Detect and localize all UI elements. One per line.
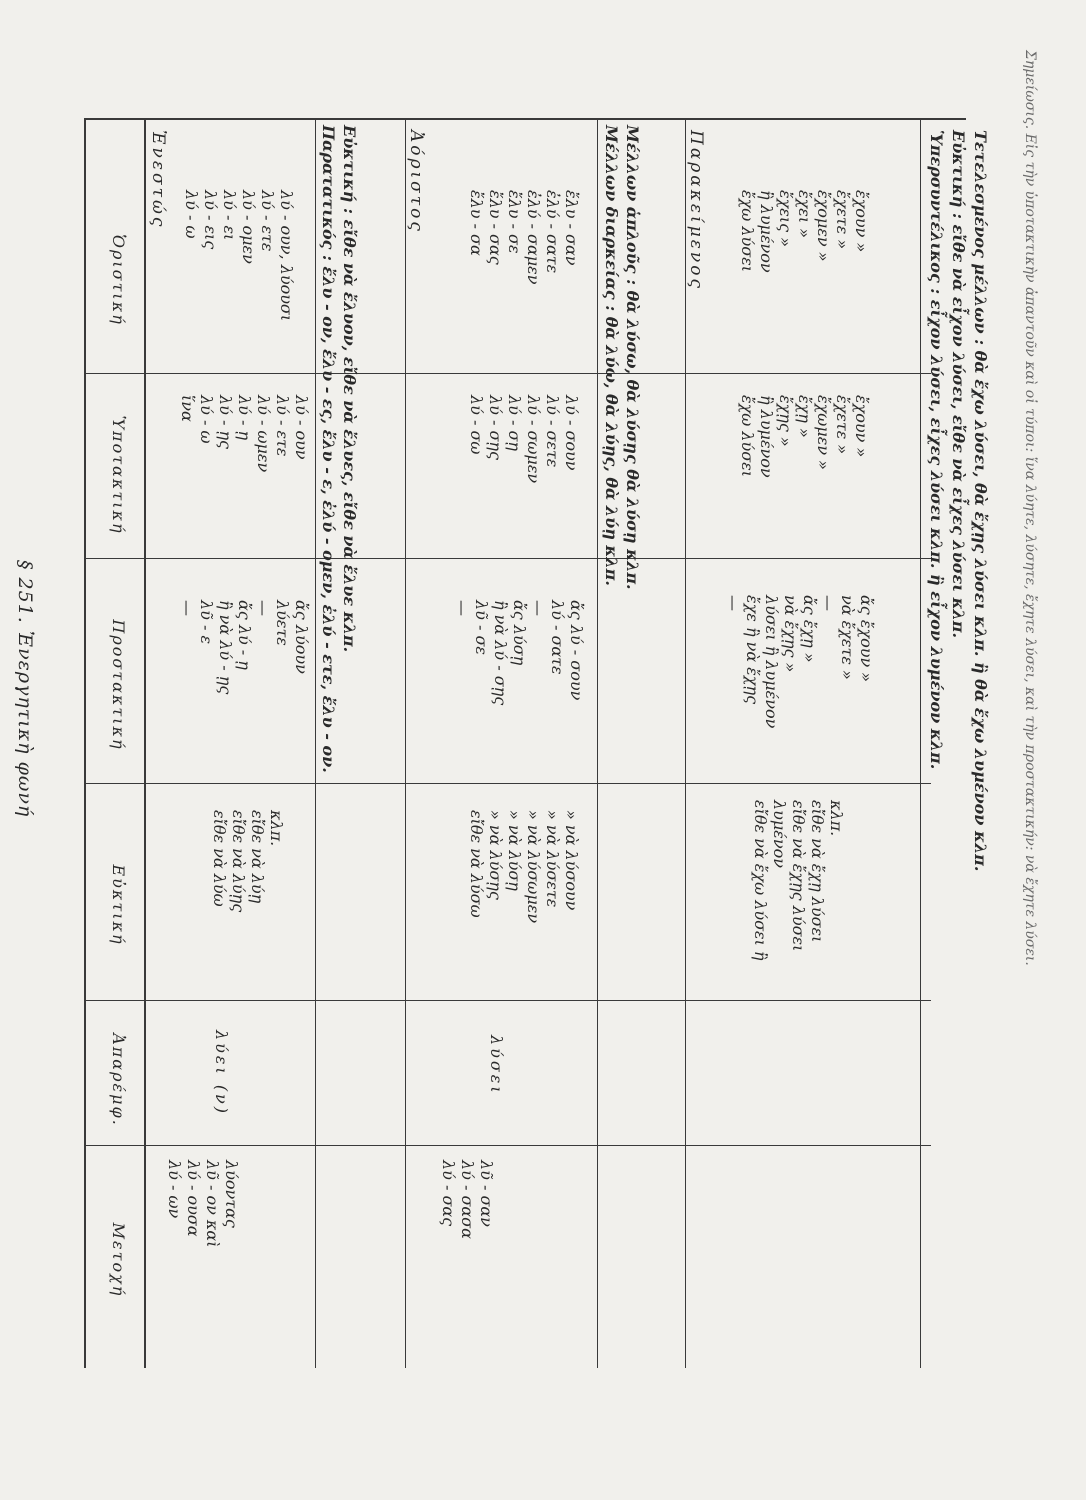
cell-line: — <box>453 600 472 616</box>
cell-line: ἢ νὰ λύ - σῃς <box>491 600 510 706</box>
cell-line: λύ - ετε <box>273 395 292 457</box>
table-left-line <box>84 118 966 120</box>
cell-line: νὰ ἔχῃς » <box>781 595 800 673</box>
cell-line: ἔλυ - σε <box>505 190 524 254</box>
cell-line: λύοντας <box>222 1160 241 1228</box>
cell-line: ἢ λυμένον <box>757 395 776 478</box>
cell-line: λύ - ουν, λύουσι <box>277 190 296 322</box>
cell-line: ἔχω λύσει <box>738 395 757 478</box>
cell-line: κλπ. <box>827 800 846 837</box>
cell-line: λύ - σωμεν <box>524 395 543 484</box>
cell-line: εἴθε νὰ λύῃ <box>248 810 267 904</box>
cell-line: εἴθε νὰ λύω <box>210 810 229 907</box>
enestos-efktiki <box>210 810 286 912</box>
cell-line: λύ - σας <box>439 1160 458 1227</box>
cell-line: » νὰ λύσῃς <box>486 810 505 900</box>
simeiosis-line: Σημείωσις. Εἰς τὴν ὑποτακτικὴν ἀπαντοῦν καὶ οἱ τύποι: ἵνα λύητε, λύσητε, ἔχητε λύσει, καὶ τὴν προστακτικήν: νὰ ἔχητε λύσει. <box>1022 50 1038 966</box>
cell-line: ἔλυ - σαν <box>562 190 581 266</box>
aoristos-aparemfato: λύσει <box>487 1035 506 1096</box>
cell-line: λῦ - σαν <box>477 1160 496 1227</box>
cell-line: λύ - ουσα <box>184 1160 203 1237</box>
aoristos-metochi <box>439 1160 496 1239</box>
aoristos-ypotaktiki <box>467 395 581 483</box>
cell-line: ἔχει » <box>795 190 814 239</box>
cell-line: ἔχῃς » <box>776 395 795 447</box>
cell-line: — <box>254 600 273 616</box>
cell-line: ἐλύ - σαμεν <box>524 190 543 285</box>
cell-line: ἔχῃ » <box>795 395 814 438</box>
cell-line: λῦ - ε <box>197 600 216 645</box>
cell-line: » νὰ λύσουν <box>562 810 581 911</box>
cell-line: λύ - σῃ <box>505 395 524 451</box>
cell-line: λύ - ουν <box>292 395 311 460</box>
col-sep-4 <box>84 1000 931 1001</box>
cell-line: ἔχουν » <box>852 395 871 458</box>
cell-line: λύ - σετε <box>543 395 562 468</box>
cell-line: — <box>819 595 838 611</box>
aoristos-efktiki <box>467 810 581 923</box>
aoristos-oristiki <box>467 190 581 284</box>
cell-line: λύ - σῃς <box>486 395 505 460</box>
col-sep-1 <box>84 373 931 374</box>
cell-line: ἔχομεν » <box>814 190 833 262</box>
cell-line: ἔχω λύσει <box>738 190 757 273</box>
cell-line: ἢ λυμένον <box>757 190 776 273</box>
parakeimenos-prostaktiki <box>724 595 876 728</box>
parakeimenos-ypotaktiki <box>738 395 871 478</box>
enestos-metochi <box>165 1160 241 1247</box>
cell-line: λύ - σασα <box>458 1160 477 1239</box>
table-top-line <box>84 118 86 1368</box>
cell-line: — <box>529 600 548 616</box>
ypersyntelikos-efktiki-line: Εὐκτική : εἴθε νὰ εἶχον λύσει, εἴθε νὰ εἶχες λύσει κλπ. <box>949 130 968 639</box>
col-sep-3 <box>84 783 931 784</box>
cell-line: λυμένον <box>770 800 789 868</box>
cell-line: ἢ νὰ λύ - ῃς <box>216 600 235 695</box>
cell-line: λύ - ωμεν <box>254 395 273 473</box>
cell-line: ἐλύ - σατε <box>543 190 562 274</box>
cell-line: » νὰ λύσετε <box>543 810 562 908</box>
enestos-oristiki <box>182 190 296 321</box>
cell-line: λύ - σατε <box>548 600 567 675</box>
row-label-parakeimenos: Παρακείμενος <box>686 130 706 291</box>
mellon-aplous-line: Μέλλων ἁπλοῦς : θὰ λύσω, θὰ λύσῃς θὰ λύσῃ κλπ. <box>623 125 642 590</box>
row-label-enestos: Ἐνεστώς <box>148 130 168 230</box>
header-bottom-line <box>144 118 146 1368</box>
paratatikos-line: Παρατατικός : ἔλυ - ον, ἔλυ - ες, ἔλυ - ε, ἐλύ - ομεν, ἐλύ - ετε, ἔλυ - ον. <box>319 125 338 773</box>
cell-line: λῦ - σε <box>472 600 491 655</box>
cell-line: λύ - ετε <box>258 190 277 252</box>
col-header-efktiki: Εὐκτική <box>109 864 128 946</box>
tetelesmenos-line: Τετελεσμένος μέλλων : θὰ ἔχω λύσει, θὰ ἔχῃς λύσει κλπ. ἢ θὰ ἔχω λυμένον κλπ. <box>971 130 990 872</box>
col-sep-5 <box>84 1145 931 1146</box>
cell-line: ἔχουν » <box>852 190 871 253</box>
cell-line: κλπ. <box>267 810 286 847</box>
cell-line: λύ - ῃς <box>216 395 235 449</box>
cell-line: εἴθε νὰ ἔχω λύσει ἢ <box>751 800 770 961</box>
cell-line: λύ - σουν <box>562 395 581 471</box>
cell-line: λύ - εις <box>201 190 220 250</box>
cell-line: λύ - ῃ <box>235 395 254 441</box>
cell-line: λύ - ομεν <box>239 190 258 264</box>
parakeimenos-oristiki <box>738 190 871 273</box>
aoristos-row-bottom <box>597 118 598 1368</box>
cell-line: εἴθε νὰ λύῃς <box>229 810 248 913</box>
cell-line: ἄς ἔχῃ » <box>800 595 819 663</box>
parakeimenos-row-bottom <box>920 118 921 1368</box>
parakeimenos-efktiki <box>751 800 846 961</box>
col-sep-2 <box>84 558 931 559</box>
cell-line: ἔχετε » <box>833 190 852 250</box>
cell-line: λῦ - ον καὶ <box>203 1160 222 1248</box>
cell-line: λύ - ω <box>197 395 216 444</box>
cell-line: ἔχωμεν » <box>814 395 833 470</box>
cell-line: λύ - σω <box>467 395 486 455</box>
cell-line: ἔλυ - σας <box>486 190 505 265</box>
cell-line: νὰ ἔχετε » <box>838 595 857 680</box>
cell-line: ἄς ἔχουν » <box>857 595 876 683</box>
cell-line: » νὰ λύσῃ <box>505 810 524 891</box>
cell-line: ἄς λύ - ῃ <box>235 600 254 670</box>
cell-line: λύσει ἢ λυμένον <box>762 595 781 729</box>
cell-line: — <box>724 595 743 611</box>
cell-line: ἄς λύσῃ <box>510 600 529 666</box>
cell-line: εἴθε νὰ ἔχῃς λύσει <box>789 800 808 952</box>
section-title: § 251. Ἐνεργητικὴ φωνή <box>14 560 36 818</box>
enestos-ypotaktiki <box>178 395 311 472</box>
cell-line: ἔλυ - σα <box>467 190 486 256</box>
parakeimenos-row-top <box>685 118 686 1368</box>
aoristos-row-top <box>405 118 406 1368</box>
cell-line: εἴθε νὰ ἔχῃ λύσει <box>808 800 827 943</box>
col-header-prostaktiki: Προστακτική <box>109 619 128 751</box>
cell-line: ἵνα <box>178 395 197 422</box>
cell-line: ἔχε ἢ νὰ ἔχῃς <box>743 595 762 705</box>
cell-line: εἴθε νὰ λύσω <box>467 810 486 918</box>
ypersyntelikos-line: Ὑπερσυντέλικος : εἶχον λύσει, εἶχες λύσει κλπ. ἢ εἶχον λυμένον κλπ. <box>927 130 946 770</box>
cell-line: λύετε <box>273 600 292 646</box>
cell-line: ἄς λύ - σουν <box>567 600 586 701</box>
col-header-metochi: Μετοχή <box>109 1222 128 1298</box>
aoristos-prostaktiki <box>453 600 586 705</box>
col-header-oristiki: Ὁριστική <box>109 234 128 326</box>
cell-line: ἔχεις » <box>776 190 795 247</box>
cell-line: λύ - ων <box>165 1160 184 1219</box>
cell-line: ἔχετε » <box>833 395 852 455</box>
cell-line: ἄς λύουν <box>292 600 311 674</box>
enestos-row-bottom <box>315 118 316 1368</box>
mellon-diarkeias-line: Μέλλων διαρκείας : θὰ λύω, θὰ λύῃς, θὰ λύῃ κλπ. <box>602 125 621 586</box>
col-header-ypotaktiki: Ὑποτακτική <box>109 415 128 535</box>
cell-line: — <box>178 600 197 616</box>
enestos-aparemfato: λύει (ν) <box>212 1030 231 1117</box>
row-label-aoristos: Ἀόριστος <box>406 130 426 234</box>
cell-line: » νὰ λύσωμεν <box>524 810 543 924</box>
enestos-prostaktiki <box>178 600 311 694</box>
paratatikos-efktiki-line: Εὐκτική : εἴθε νὰ ἔλυον, εἴθε νὰ ἔλυες, εἴθε νὰ ἔλυε κλπ. <box>340 125 359 653</box>
cell-line: λύ - ει <box>220 190 239 241</box>
cell-line: λύ - ω <box>182 190 201 239</box>
col-header-aparemfato: Ἀπαρέμφ. <box>109 1033 128 1127</box>
